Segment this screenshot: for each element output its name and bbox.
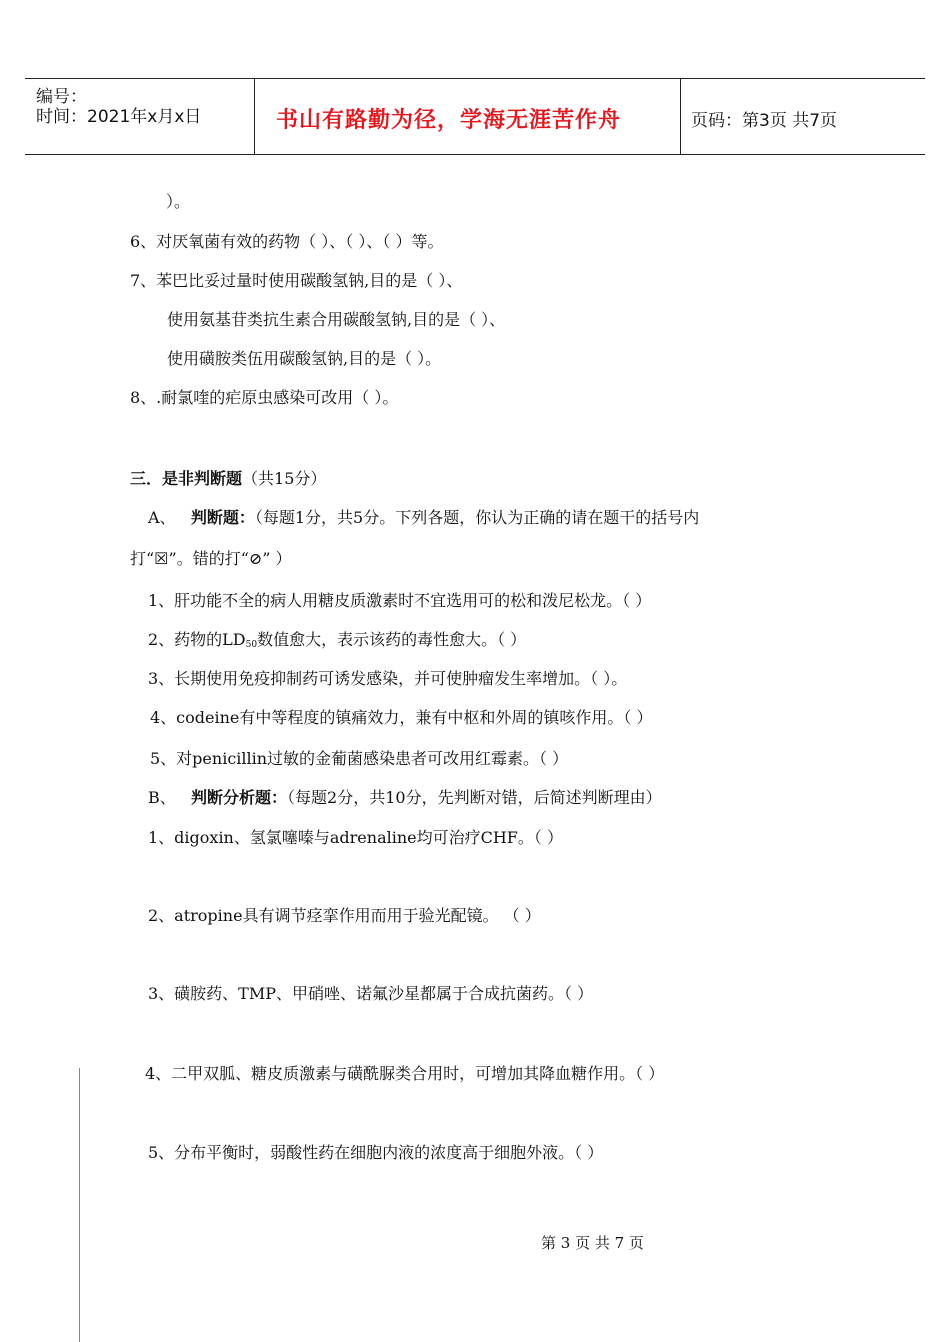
text-line: ）。 <box>166 192 191 211</box>
header-motto: 书山有路勤为径，学海无涯苦作舟 <box>276 108 622 133</box>
question-6: 6、对厌氧菌有效的药物（ ）、（ ）、（ ）等。 <box>130 232 444 251</box>
part-b-item-2: 2、atropine具有调节痉挛作用而用于验光配镜。 （ ） <box>148 906 541 925</box>
part-b-desc: （每题2分，共10分，先判断对错，后简述判断理由） <box>287 788 662 807</box>
part-a-desc-2: 打“☒”。错的打“⊘” ） <box>130 549 292 568</box>
left-margin-line <box>79 1068 80 1342</box>
footer-page-number: 第 3 页 共 7 页 <box>541 1234 644 1252</box>
section-3-heading <box>130 466 326 489</box>
header-page-info: 页码：第3页 共7页 <box>691 111 838 131</box>
header-divider-right <box>680 78 681 155</box>
part-a-desc: （每题1分，共5分。下列各题，你认为正确的请在题干的括号内 <box>254 508 700 527</box>
part-a-item-3: 3、长期使用免疫抑制药可诱发感染，并可使肿瘤发生率增加。（ ）。 <box>148 669 628 688</box>
part-a-heading <box>148 505 699 528</box>
part-a-item-2 <box>148 627 526 650</box>
part-b-heading <box>148 785 662 808</box>
part-a-prefix: A、 <box>148 508 176 527</box>
part-a-item-2-pre: 2、药物的LD <box>148 630 246 649</box>
header-divider-left <box>254 78 255 155</box>
header-top-rule <box>25 78 925 79</box>
question-7-c: 使用磺胺类伍用碳酸氢钠,目的是（ ）。 <box>167 349 442 368</box>
part-a-item-5: 5、对penicillin过敏的金葡菌感染患者可改用红霉素。（ ） <box>150 749 569 768</box>
part-a-item-2-sub: 50 <box>245 640 258 650</box>
part-b-title: 判断分析题： <box>191 788 288 807</box>
serial-label: 编号： <box>36 87 87 107</box>
header-bottom-rule <box>25 154 925 155</box>
part-a-title: 判断题： <box>190 508 255 527</box>
question-7-b: 使用氨基苷类抗生素合用碳酸氢钠,目的是（ ）、 <box>167 310 506 329</box>
part-b-item-1: 1、digoxin、氢氯噻嗪与adrenaline均可治疗CHF。（ ） <box>148 828 563 847</box>
question-8: 8、.耐氯喹的疟原虫感染可改用（ ）。 <box>130 388 399 407</box>
time-label: 时间：2021年x月x日 <box>36 107 202 127</box>
part-a-item-4: 4、codeine有中等程度的镇痛效力，兼有中枢和外周的镇咳作用。（ ） <box>150 708 653 727</box>
part-b-prefix: B、 <box>148 788 176 807</box>
part-b-item-4: 4、二甲双胍、糖皮质激素与磺酰脲类合用时，可增加其降血糖作用。（ ） <box>145 1064 665 1083</box>
part-b-item-3: 3、磺胺药、TMP、甲硝唑、诺氟沙星都属于合成抗菌药。（ ） <box>148 984 594 1003</box>
part-b-item-5: 5、分布平衡时，弱酸性药在细胞内液的浓度高于细胞外液。（ ） <box>148 1143 604 1162</box>
question-7-a: 7、苯巴比妥过量时使用碳酸氢钠,目的是（ ）、 <box>130 271 463 290</box>
section-3-score: （共15分） <box>242 469 327 488</box>
part-a-item-2-post: 数值愈大，表示该药的毒性愈大。（ ） <box>257 630 527 649</box>
section-3-title: 三．是非判断题 <box>130 469 243 488</box>
part-a-item-1: 1、肝功能不全的病人用糖皮质激素时不宜选用可的松和泼尼松龙。（ ） <box>148 591 652 610</box>
